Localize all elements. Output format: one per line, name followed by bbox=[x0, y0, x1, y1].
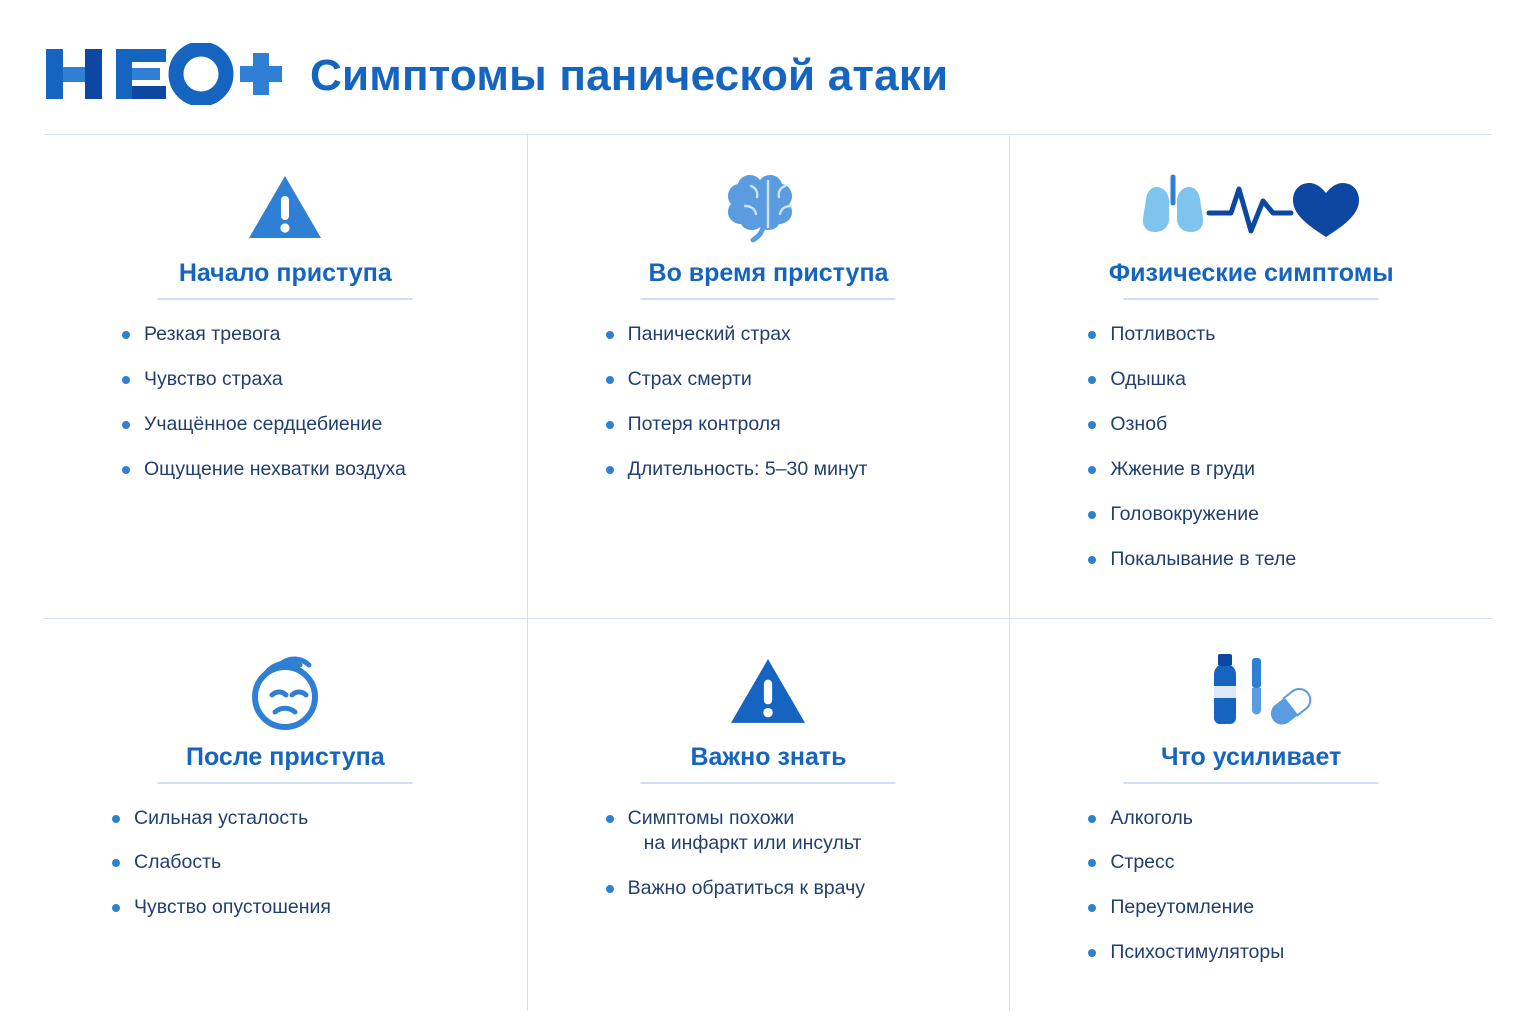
neo-plus-logo bbox=[44, 43, 284, 110]
list-item: Важно обратиться к врачу bbox=[606, 876, 984, 902]
list-item: Переутомление bbox=[1088, 895, 1466, 921]
list-item: Алкоголь bbox=[1088, 806, 1466, 832]
cards-grid bbox=[44, 135, 1492, 1011]
card-items-list bbox=[1036, 322, 1466, 573]
list-item: Панический страх bbox=[606, 322, 984, 348]
card-title: Начало приступа bbox=[70, 259, 501, 300]
list-item: Психостимуляторы bbox=[1088, 940, 1466, 966]
page-header bbox=[0, 0, 1536, 108]
warning-triangle-icon bbox=[70, 169, 501, 245]
tired-face-icon bbox=[70, 653, 501, 729]
card-items-list bbox=[70, 806, 501, 922]
warning-triangle-icon bbox=[554, 653, 984, 729]
list-item: Чувство страха bbox=[122, 367, 501, 393]
list-item: Покалывание в теле bbox=[1088, 547, 1466, 573]
card-posle-pristupa bbox=[44, 618, 527, 1012]
list-item: Ощущение нехватки воздуха bbox=[122, 457, 501, 483]
card-items-list bbox=[554, 806, 984, 903]
list-item: Озноб bbox=[1088, 412, 1466, 438]
brain-icon bbox=[554, 169, 984, 245]
card-items-list bbox=[554, 322, 984, 483]
list-item: Чувство опустошения bbox=[112, 895, 501, 921]
list-item: Потливость bbox=[1088, 322, 1466, 348]
card-vo-vremya-pristupa bbox=[527, 135, 1010, 618]
list-item: Потеря контроля bbox=[606, 412, 984, 438]
card-title: После приступа bbox=[70, 743, 501, 784]
list-item: Одышка bbox=[1088, 367, 1466, 393]
list-item: Резкая тревога bbox=[122, 322, 501, 348]
list-item: Страх смерти bbox=[606, 367, 984, 393]
lungs-heartbeat-icon bbox=[1036, 169, 1466, 245]
list-item: Учащённое сердцебиение bbox=[122, 412, 501, 438]
list-item: Слабость bbox=[112, 850, 501, 876]
card-items-list bbox=[1036, 806, 1466, 967]
list-item bbox=[606, 806, 984, 858]
list-item: Стресс bbox=[1088, 850, 1466, 876]
list-item: Длительность: 5–30 минут bbox=[606, 457, 984, 483]
list-item: Сильная усталость bbox=[112, 806, 501, 832]
card-chto-usilivaet bbox=[1009, 618, 1492, 1012]
card-title: Физические симптомы bbox=[1036, 259, 1466, 300]
list-item: Головокружение bbox=[1088, 502, 1466, 528]
card-fizicheskie-simptomy bbox=[1009, 135, 1492, 618]
card-title: Важно знать bbox=[554, 743, 984, 784]
list-item: Жжение в груди bbox=[1088, 457, 1466, 483]
list-item-line2: на инфаркт или инсульт bbox=[643, 832, 862, 855]
bottle-pills-icon bbox=[1036, 653, 1466, 729]
card-title: Что усиливает bbox=[1036, 743, 1466, 784]
page-title: Симптомы панической атаки bbox=[310, 51, 949, 100]
card-items-list bbox=[70, 322, 501, 483]
list-item-line1: Симптомы похожи bbox=[627, 806, 795, 829]
card-nachalo-pristupa bbox=[44, 135, 527, 618]
card-title: Во время приступа bbox=[554, 259, 984, 300]
card-vazhno-znat bbox=[527, 618, 1010, 1012]
